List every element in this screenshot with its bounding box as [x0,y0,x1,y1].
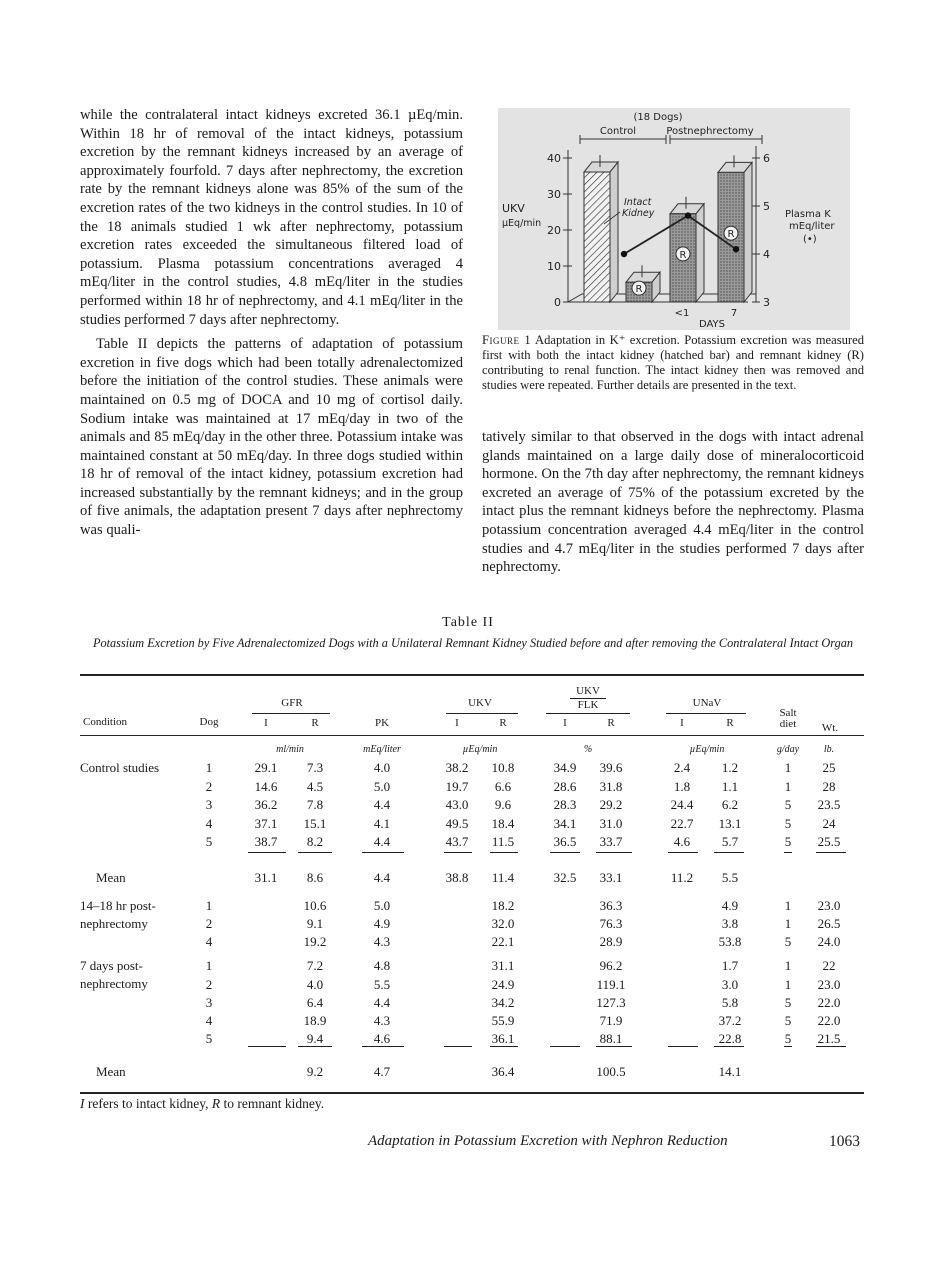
table-cell: 38.2 [445,760,469,775]
table-cell: 4.9 [721,898,739,913]
table-cell: 4 [205,816,213,831]
remnant-label: R [679,249,687,261]
table-cell: 11.5 [491,834,515,849]
right-column [482,428,864,577]
table-cell: 5.7 [721,834,739,849]
table-cell: 4.3 [373,1013,391,1028]
table-cell: 6.6 [494,779,512,794]
y-tick-label: 40 [547,152,561,165]
header-salt: diet [779,718,797,730]
table-cell: 1 [784,977,792,992]
table-cell: 5 [784,1031,792,1046]
paragraph: while the contralateral intact kidneys excreted 36.1 µEq/min. Within 18 hr of removal of the intact kidneys, potassium excretion by the remnant kidneys increased by an average of approximately fourfold. 7 days after nephrectomy, the excretion rate by the remnant kidneys alone was 85% of the sum of the excretion rates of the two kidneys in the control studies. In 10 of the 18 animals studied 1 wk after nephrectomy, potassium excretion rates exceeded the simultaneous filtered load of potassium. Plasma potassium concentrations averaged 4 mEq/liter in the control studies, 4.8 mEq/liter in the studies performed within 18 hr of nephrectomy, and 4.1 mEq/liter in the studies performed 7 days after nephrectomy. [80,107,463,328]
y2-axis-label: Plasma K [785,209,831,220]
table-cell: 9.6 [494,797,512,812]
table-cell: 9.2 [306,1064,324,1079]
table-cell: 19.7 [445,779,469,794]
table-cell: 2.4 [673,760,691,775]
table-cell: 88.1 [599,1031,623,1046]
sum-rule [444,1046,472,1047]
table-cell: 33.1 [599,870,623,885]
group-label-control: Control [599,126,637,137]
row-group-label: 14–18 hr post- [80,898,156,913]
table-cell: 4.9 [373,916,391,931]
table-cell: 24 [822,816,836,831]
table-cell: 5.8 [721,995,739,1010]
table-cell: 13.1 [718,816,742,831]
table-cell: 127.3 [596,995,626,1010]
sum-rule [816,852,846,853]
table-cell: 34.2 [491,995,515,1010]
table-cell: 15.1 [303,816,327,831]
table-cell: 1 [205,958,213,973]
table-cell: 1 [784,779,792,794]
table-cell: 29.1 [254,760,278,775]
remnant-label: R [727,229,735,241]
plasma-k-point [733,246,739,252]
header-intact: I [680,717,684,729]
table-cell: 22.1 [491,934,515,949]
table-cell: 14.6 [254,779,278,794]
table-cell: 5 [784,934,792,949]
remnant-label: R [635,284,643,296]
table-ii [80,674,864,1099]
row-group-label: Control studies [80,760,160,775]
table-cell: 26.5 [817,916,841,931]
table-cell: 38.8 [445,870,469,885]
table-cell: 43.7 [445,834,469,849]
plasma-k-point [685,212,691,218]
x-tick-label: <1 [674,308,690,319]
row-group-label: Mean [96,1064,126,1079]
table-cell: 9.4 [306,1031,324,1046]
table-cell: 1 [784,760,792,775]
footnote-part: R [211,1096,221,1111]
sum-rule [714,852,744,853]
row-group-label: nephrectomy [80,916,148,931]
header-underline [446,713,518,714]
header-intact: I [455,717,459,729]
sum-rule [490,1046,518,1047]
table-cell: 4.0 [373,760,391,775]
y2-tick-label: 5 [763,200,770,213]
bar-intact-control-side [610,162,618,302]
table-cell: 4.1 [373,816,391,831]
header-underline [666,713,746,714]
table-cell: 28.6 [553,779,577,794]
table-cell: 19.2 [303,934,327,949]
table-cell: 5 [784,816,792,831]
y-tick-label: 0 [554,296,561,309]
table-cell: 5.0 [373,898,391,913]
table-cell: 1 [205,898,213,913]
y2-axis-label: mEq/liter [789,221,835,232]
unit-label: µEq/min [462,744,498,755]
table-cell: 21.5 [817,1031,841,1046]
table-cell: 23.0 [817,977,841,992]
table-cell: 5 [784,1013,792,1028]
header-underline [546,713,630,714]
header-condition: Condition [82,716,128,728]
table-cell: 22 [822,958,836,973]
unit-label: ml/min [276,744,304,755]
table-cell: 34.9 [553,760,577,775]
table-cell: 3 [205,797,213,812]
table-bottom-rule [80,1092,864,1094]
table-cell: 23.5 [817,797,841,812]
sum-rule [784,1046,792,1047]
y2-tick-label: 4 [763,248,770,261]
sum-rule [816,1046,846,1047]
table-cell: 38.7 [254,834,278,849]
table-cell: 71.9 [599,1013,623,1028]
header-intact: I [264,717,268,729]
table-cell: 24.0 [817,934,841,949]
footnote-part: refers to intact kidney, [84,1096,212,1111]
table-cell: 5.0 [373,779,391,794]
sum-rule [248,852,286,853]
table-cell: 39.6 [599,760,623,775]
row-group-label: nephrectomy [80,976,148,991]
table-cell: 25.5 [817,834,841,849]
table-cell: 22.8 [718,1031,742,1046]
sum-rule [550,852,580,853]
sum-rule [596,1046,632,1047]
table-cell: 11.4 [491,870,515,885]
table-cell: 24.4 [670,797,694,812]
left-column [80,106,463,540]
footnote-part: I [80,1096,85,1111]
table-cell: 34.1 [553,816,577,831]
y2-tick-label: 6 [763,152,770,165]
table-cell: 5 [784,834,792,849]
running-title: Adaptation in Potassium Excretion with Nephron Reduction [368,1133,728,1149]
table-cell: 8.2 [306,834,324,849]
table-title: Table II [442,615,494,630]
table-cell: 37.1 [254,816,278,831]
table-cell: 1.1 [721,779,739,794]
table-cell: 4 [205,1013,213,1028]
y-axis-label: UKV [502,202,525,215]
table-cell: 4.7 [373,1064,391,1079]
table-cell: 2 [205,916,213,931]
figure-label: Figure 1 [482,333,532,347]
table-cell: 96.2 [599,958,623,973]
sum-rule [668,852,698,853]
table-cell: 28 [822,779,836,794]
bar-remnant-day7-side [744,162,752,302]
table-cell: 31.1 [254,870,278,885]
table-cell: 32.0 [491,916,515,931]
bar-remnant-day1-side [696,204,704,302]
sum-rule [784,852,792,853]
y-tick-label: 20 [547,224,561,237]
table-cell: 14.1 [718,1064,742,1079]
table-cell: 3.8 [721,916,739,931]
intact-kidney-label: Intact [624,197,652,208]
page-number: 1063 [829,1133,860,1150]
table-cell: 25 [822,760,836,775]
table-cell: 4.0 [306,977,324,992]
header-unav: UNaV [692,697,722,709]
unit-label: g/day [776,744,800,755]
table-cell: 5 [784,797,792,812]
table-cell: 43.0 [445,797,469,812]
unit-label: µEq/min [689,744,725,755]
table-cell: 31.8 [599,779,623,794]
row-group-label: 7 days post- [80,958,143,973]
table-cell: 5 [205,834,213,849]
header-pk: PK [374,717,390,729]
paragraph: Table II depicts the patterns of adaptation of potassium excretion in five dogs which had been totally adrenalectomized before the initiation of the control studies. These animals were maintained on 0.5 mg of DOCA and 10 mg of cortisol daily. Sodium intake was maintained at 17 mEq/day in two of the animals and 85 mEq/day in the other three. Potassium intake was maintained constant at 50 mEq/day. In three dogs studied within 18 hr of removal of the intact kidney, potassium excretion had increased substantially by the remnant kidneys; and in the group of five animals, the adaptation present 7 days after nephrectomy was quali- [80,336,463,539]
unit-label: lb. [823,744,835,755]
table-cell: 10.8 [491,760,515,775]
table-cell: 1 [205,760,213,775]
table-cell: 53.8 [718,934,742,949]
figure-1-chart [498,108,850,330]
table-cell: 31.0 [599,816,623,831]
sum-rule [248,1046,286,1047]
table-cell: 28.3 [553,797,577,812]
table-cell: 1 [784,916,792,931]
table-cell: 36.1 [491,1031,515,1046]
table-cell: 1.7 [721,958,739,973]
x-tick-label: 7 [730,308,738,319]
header-wt: Wt. [821,722,839,734]
table-cell: 3.0 [721,977,739,992]
table-cell: 1.8 [673,779,691,794]
footnote-part: to remnant kidney. [220,1096,325,1111]
table-footnote [80,1096,324,1112]
table-cell: 5 [205,1031,213,1046]
table-cell: 18.2 [491,898,515,913]
table-cell: 4.5 [306,779,324,794]
header-gfr: GFR [281,697,303,709]
figure-caption-text: Adaptation in K⁺ excretion. Potassium excretion was measured first with both the intact kidney (hatched bar) and remnant kidney (R) contributing to renal function. The intact kidney then was removed and studies were repeated. Further details are presented in the text. [482,333,864,392]
table-cell: 11.2 [670,870,694,885]
figure-1 [498,108,850,330]
table-cell: 8.6 [306,870,324,885]
table-cell: 1 [784,958,792,973]
table-cell: 32.5 [553,870,577,885]
table-cell: 18.4 [491,816,515,831]
table-caption: Potassium Excretion by Five Adrenalectomized Dogs with a Unilateral Remnant Kidney Studied before and after removing the Contralateral Intact Organ [92,636,854,650]
plasma-k-point [621,251,627,257]
table-cell: 10.6 [303,898,327,913]
y2-axis-label: (•) [803,234,817,245]
table-cell: 4.6 [373,1031,391,1046]
y2-tick-label: 3 [763,296,770,309]
table-cell: 4.3 [373,934,391,949]
sum-rule [550,1046,580,1047]
table-cell: 55.9 [491,1013,515,1028]
table-cell: 5.5 [721,870,739,885]
table-cell: 36.5 [553,834,577,849]
table-cell: 49.5 [445,816,469,831]
sum-rule [668,1046,698,1047]
table-cell: 36.4 [491,1064,515,1079]
sum-rule [444,852,472,853]
table-cell: 5.5 [373,977,391,992]
header-remnant: R [726,717,734,729]
table-cell: 6.2 [721,797,739,812]
table-cell: 4.6 [673,834,691,849]
header-bottom-rule [80,735,864,736]
y-axis-label: µEq/min [502,218,542,229]
table-cell: 23.0 [817,898,841,913]
table-cell: 76.3 [599,916,623,931]
sum-rule [362,1046,404,1047]
bar-intact-control [584,172,610,302]
header-intact: I [563,717,567,729]
y-tick-label: 30 [547,188,561,201]
chart-title: (18 Dogs) [633,112,683,123]
header-ukv: UKV [468,697,492,709]
x-axis-label: DAYS [698,319,726,330]
header-ukv-flk-den: FLK [577,699,599,711]
table-top-rule [80,674,864,676]
table-cell: 6.4 [306,995,324,1010]
table-cell: 2 [205,779,213,794]
table-cell: 100.5 [596,1064,626,1079]
header-ukv-flk-num: UKV [576,685,600,697]
table-cell: 22.0 [817,995,841,1010]
table-cell: 31.1 [491,958,515,973]
sum-rule [298,1046,332,1047]
sum-rule [298,852,332,853]
table-cell: 4.8 [373,958,391,973]
table-cell: 4 [205,934,213,949]
header-underline [252,713,330,714]
table-cell: 119.1 [596,977,626,992]
intact-kidney-label: Kidney [622,208,655,219]
table-cell: 7.3 [306,760,324,775]
table-cell: 28.9 [599,934,623,949]
table-cell: 7.2 [306,958,324,973]
table-cell: 4.4 [373,797,391,812]
table-cell: 37.2 [718,1013,742,1028]
table-cell: 33.7 [599,834,623,849]
table-cell: 1.2 [721,760,739,775]
table-cell: 36.3 [599,898,623,913]
header-salt: Salt [779,707,797,719]
header-dog: Dog [199,716,219,728]
row-group-label: Mean [96,870,126,885]
sum-rule [362,852,404,853]
table-cell: 5 [784,995,792,1010]
table-cell: 36.2 [254,797,278,812]
table-cell: 18.9 [303,1013,327,1028]
y-tick-label: 10 [547,260,561,273]
header-remnant: R [311,717,319,729]
group-label-postnephrectomy: Postnephrectomy [666,126,754,137]
unit-label: % [583,744,593,755]
sum-rule [490,852,518,853]
table-cell: 2 [205,977,213,992]
table-cell: 22.7 [670,816,694,831]
sum-rule [714,1046,744,1047]
table-cell: 3 [205,995,213,1010]
table-cell: 9.1 [306,916,324,931]
table-cell: 4.4 [373,870,391,885]
paragraph: tatively similar to that observed in the dogs with intact adrenal glands maintained on a large daily dose of mineralocorticoid hormone. On the 7th day after nephrectomy, the remnant kidneys excreted an average of 75% of the potassium excreted by the intact plus the remnant kidneys before the nephrectomy. Plasma potassium concentration averaged 4.4 mEq/liter in the control studies and 4.7 mEq/liter in the studies performed 7 days after nephrectomy. [482,429,864,576]
header-remnant: R [607,717,615,729]
figure-caption [482,333,864,393]
table-cell: 1 [784,898,792,913]
sum-rule [596,852,632,853]
header-remnant: R [499,717,507,729]
table-cell: 22.0 [817,1013,841,1028]
unit-label: mEq/liter [363,744,401,755]
table-cell: 4.4 [373,995,391,1010]
table-cell: 7.8 [306,797,324,812]
table-cell: 29.2 [599,797,623,812]
table-cell: 4.4 [373,834,391,849]
table-cell: 24.9 [491,977,515,992]
